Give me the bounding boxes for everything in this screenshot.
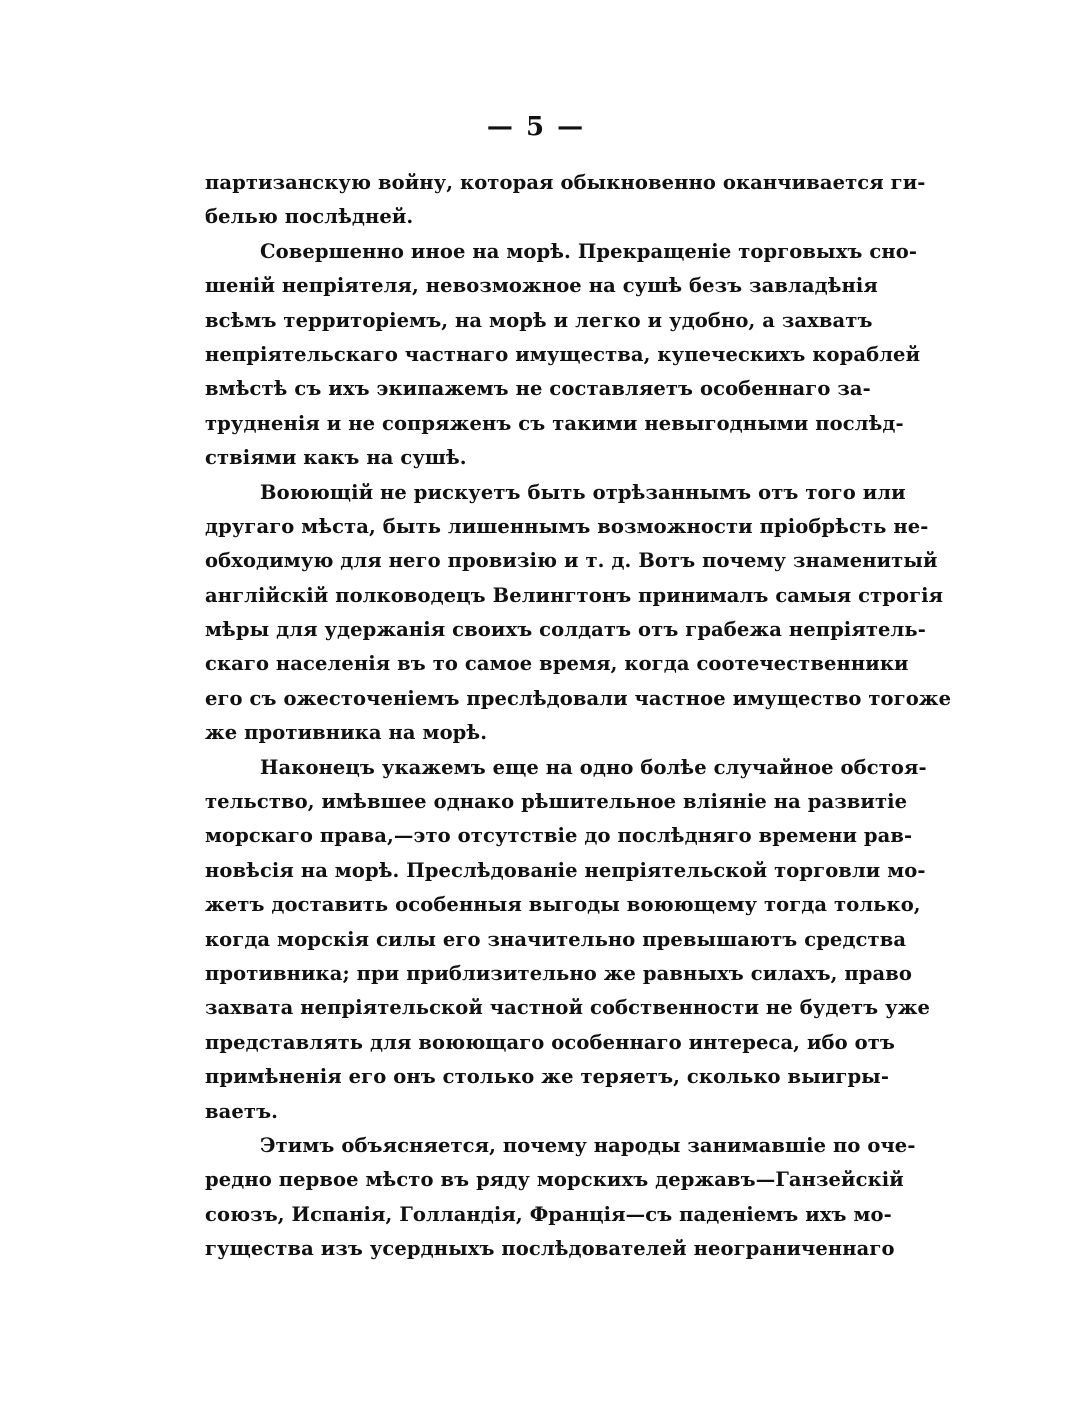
text-line: союзъ, Испанія, Голландія, Франція—съ паденіемъ ихъ мо- xyxy=(205,1202,892,1226)
text-line: Этимъ объясняется, почему народы занимавшіе по оче- xyxy=(260,1133,916,1157)
text-line: другаго мѣста, быть лишеннымъ возможности пріобрѣсть не- xyxy=(205,514,929,538)
text-line: ствіями какъ на сушѣ. xyxy=(205,446,467,470)
text-line: новѣсія на морѣ. Преслѣдованіе непріятельской торговли мо- xyxy=(205,858,926,882)
text-line: партизанскую войну, которая обыкновенно оканчивается ги- xyxy=(205,171,926,194)
text-line: же противника на морѣ. xyxy=(205,721,488,745)
text-line: его съ ожесточеніемъ преслѣдовали частное имущество тогоже xyxy=(205,686,952,710)
text-line: тельство, имѣвшее однако рѣшительное вліяніе на развитіе xyxy=(205,790,908,814)
text-line: вмѣстѣ съ ихъ экипажемъ не составляетъ особеннаго за- xyxy=(205,377,871,401)
page-number: — 5 — xyxy=(486,112,586,142)
text-line: Наконецъ укажемъ еще на одно болѣе случайное обстоя- xyxy=(260,755,927,779)
text-line: гущества изъ усердныхъ послѣдователей неограниченнаго xyxy=(205,1237,895,1261)
body-text xyxy=(205,166,952,1267)
text-line: примѣненія его онъ столько же теряетъ, сколько выигры- xyxy=(205,1065,890,1089)
text-line: жетъ доставить особенныя выгоды воюющему тогда только, xyxy=(205,893,921,917)
text-line: противника; при приблизительно же равныхъ силахъ, право xyxy=(205,961,913,985)
text-line: шеній непріятеля, невозможное на сушѣ безъ завладѣнія xyxy=(205,274,878,298)
text-line: Воюющій не рискуетъ быть отрѣзаннымъ отъ того или xyxy=(260,480,906,504)
text-line: захвата непріятельской частной собственности не будетъ уже xyxy=(205,996,931,1020)
text-line: обходимую для него провизію и т. д. Вотъ почему знаменитый xyxy=(205,549,938,573)
text-line: скаго населенія въ то самое время, когда соотечественники xyxy=(205,652,909,676)
text-line: непріятельскаго частнаго имущества, купеческихъ кораблей xyxy=(205,342,921,366)
text-line: ваетъ. xyxy=(205,1099,279,1123)
text-line: морскаго права,—это отсутствіе до послѣдняго времени рав- xyxy=(205,824,913,848)
text-line: когда морскія силы его значительно превышаютъ средства xyxy=(205,927,907,951)
text-line: белью послѣдней. xyxy=(205,205,414,229)
text-line: англійскій полководецъ Велингтонъ принималъ самыя строгія xyxy=(205,583,944,607)
text-line: представлять для воюющаго особеннаго интереса, ибо отъ xyxy=(205,1030,895,1054)
text-line: мѣры для удержанія своихъ солдатъ отъ грабежа непріятель- xyxy=(205,618,926,642)
text-line: редно первое мѣсто въ ряду морскихъ державъ—Ганзейскій xyxy=(205,1168,904,1192)
text-line: трудненія и не сопряженъ съ такими невыгодными послѣд- xyxy=(205,411,904,435)
text-line: всѣмъ территоріемъ, на морѣ и легко и удобно, а захватъ xyxy=(205,308,873,332)
text-line: Совершенно иное на морѣ. Прекращеніе торговыхъ сно- xyxy=(260,239,918,263)
